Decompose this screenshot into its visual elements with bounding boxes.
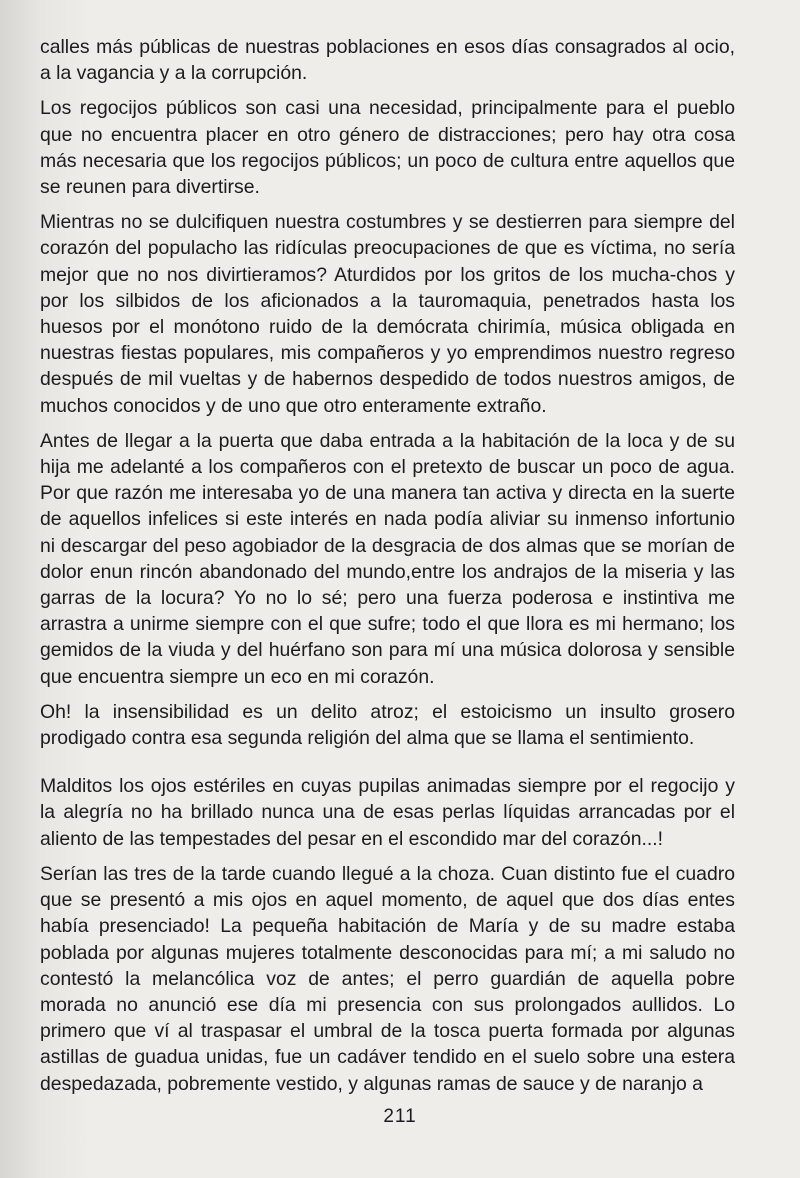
paragraph-7: Serían las tres de la tarde cuando llegué a la choza. Cuan distinto fue el cuadro que se presentó a mis ojos en aquel momento, de aquel que dos días entes había presenciado! La pequeña habitación de María y de su madre estaba poblada por algunas mujeres totalmente desconocidas para mí; a mi saludo no contestó la melancólica voz de antes; el perro guardián de aquella pobre morada no anunció ese día mi presencia con sus prolongados aullidos. Lo primero que ví al traspasar el umbral de la tosca puerta formada por algunas astillas de guadua unidas, fue un cadáver tendido en el suelo sobre una estera despedazada, pobremente vestido, y algunas ramas de sauce y de naranjo a: [40, 862, 735, 1095]
page-number: 211: [383, 1106, 417, 1127]
paragraph-4: Antes de llegar a la puerta que daba entrada a la habitación de la loca y de su hija me adelanté a los compañeros con el pretexto de buscar un poco de agua. Por que razón me interesaba yo de una manera tan activa y directa en la suerte de aquellos infelices si este interés en nada podía aliviar su inmenso infortunio ni descargar del peso agobiador de la desgracia de dos almas que se morían de dolor enun rincón abandonado del mundo,entre los andrajos de la miseria y las garras de la locura? Yo no lo sé; pero una fuerza poderosa e instintiva me arrastra a unirme siempre con el que sufre; todo el que llora es mi hermano; los gemidos de la viuda y del huérfano son para mí una música dolorosa y sensible que encuentra siempre un eco en mi corazón.: [40, 429, 735, 688]
paragraph-6: Malditos los ojos estériles en cuyas pupilas animadas siempre por el regocijo y la alegría no ha brillado nunca una de esas perlas líquidas arrancadas por el aliento de las tempestades del pesar en el escondido mar del corazón...!: [40, 775, 735, 850]
body-text: [40, 34, 735, 1106]
paragraph-2: Los regocijos públicos son casi una necesidad, principalmente para el pueblo que no encuentra placer en otro género de distracciones; pero hay otra cosa más necesaria que los regocijos públicos; un poco de cultura entre aquellos que se reunen para divertirse.: [40, 97, 735, 199]
paragraph-3: Mientras no se dulcifiquen nuestra costumbres y se destierren para siempre del corazón del populacho las ridículas preocupaciones de que es víctima, no sería mejor que no nos divirtieramos? Aturdidos por los gritos de los mucha-chos y por los silbidos de los aficionados a la tauromaquia, penetrados hasta los huesos por el monótono ruido de la demócrata chirimía, música obligada en nuestras fiestas populares, mis compañeros y yo emprendimos nuestro regreso después de mil vueltas y de habernos despedido de todos nuestros amigos, de muchos conocidos y de uno que otro enteramente extraño.: [40, 211, 735, 417]
paragraph-5: Oh! la insensibilidad es un delito atroz; el estoicismo un insulto grosero prodigado contra esa segunda religión del alma que se llama el sentimiento.: [40, 700, 735, 750]
paragraph-1: calles más públicas de nuestras poblaciones en esos días consagrados al ocio, a la vagancia y a la corrupción.: [40, 36, 735, 85]
